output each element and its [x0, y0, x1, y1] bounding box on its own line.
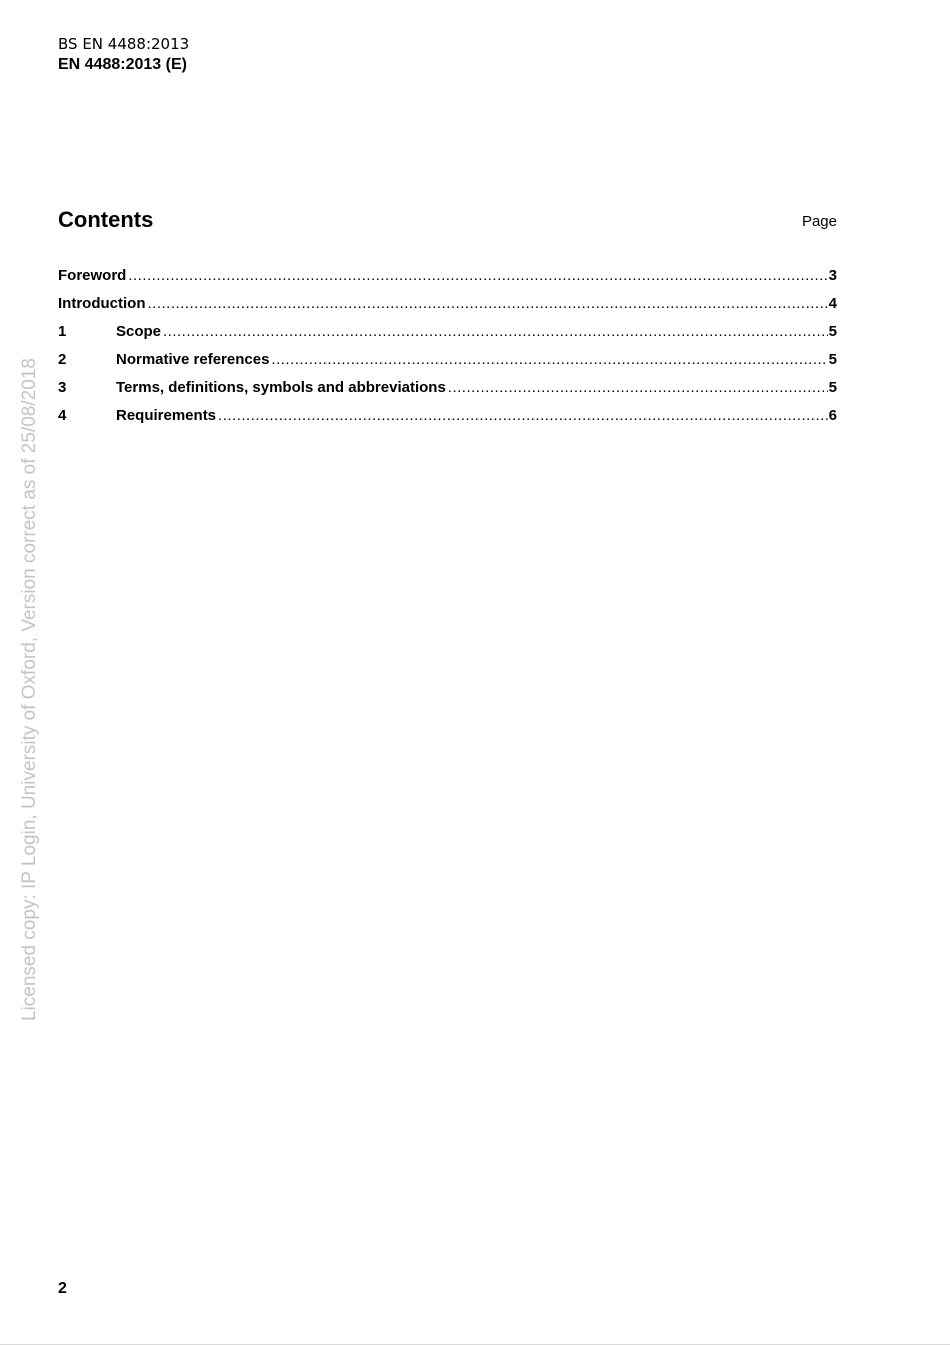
page-column-label: Page — [801, 213, 837, 230]
contents-title: Contents — [58, 207, 154, 232]
toc-entry-label: Foreword — [58, 267, 127, 284]
table-of-contents — [58, 262, 837, 430]
license-watermark: Licensed copy: IP Login, University of Oxford, Version correct as of 25/08/2018 — [19, 358, 40, 1021]
toc-entry-page: 6 — [828, 407, 837, 424]
toc-entry-label: Terms, definitions, symbols and abbreviations — [116, 379, 446, 396]
toc-entry-page: 4 — [828, 295, 837, 312]
toc-entry-page: 5 — [828, 351, 837, 368]
toc-entry-label: Introduction — [58, 295, 146, 312]
toc-entry-requirements[interactable] — [58, 402, 837, 430]
toc-leader-dots — [128, 262, 827, 290]
toc-leader-dots — [163, 318, 828, 346]
toc-entry-page: 5 — [828, 379, 837, 396]
toc-leader-dots — [147, 290, 827, 318]
toc-leader-dots — [448, 374, 828, 402]
toc-entry-label: Requirements — [116, 407, 217, 424]
toc-leader-dots — [218, 402, 828, 430]
toc-entry-number: 3 — [58, 379, 67, 396]
toc-entry-foreword[interactable] — [58, 262, 837, 290]
toc-entry-terms-definitions[interactable] — [58, 374, 837, 402]
toc-entry-introduction[interactable] — [58, 290, 837, 318]
toc-entry-page: 3 — [828, 267, 837, 284]
page-number: 2 — [58, 1280, 67, 1297]
toc-leader-dots — [271, 346, 827, 374]
standard-designation: BS EN 4488:2013 — [58, 35, 190, 53]
standard-edition: EN 4488:2013 (E) — [58, 56, 187, 73]
toc-entry-number: 2 — [58, 351, 67, 368]
toc-entry-label: Scope — [116, 323, 162, 340]
toc-entry-page: 5 — [828, 323, 837, 340]
toc-entry-number: 1 — [58, 323, 67, 340]
toc-entry-scope[interactable] — [58, 318, 837, 346]
toc-entry-number: 4 — [58, 407, 67, 424]
toc-entry-label: Normative references — [116, 351, 270, 368]
toc-entry-normative-references[interactable] — [58, 346, 837, 374]
